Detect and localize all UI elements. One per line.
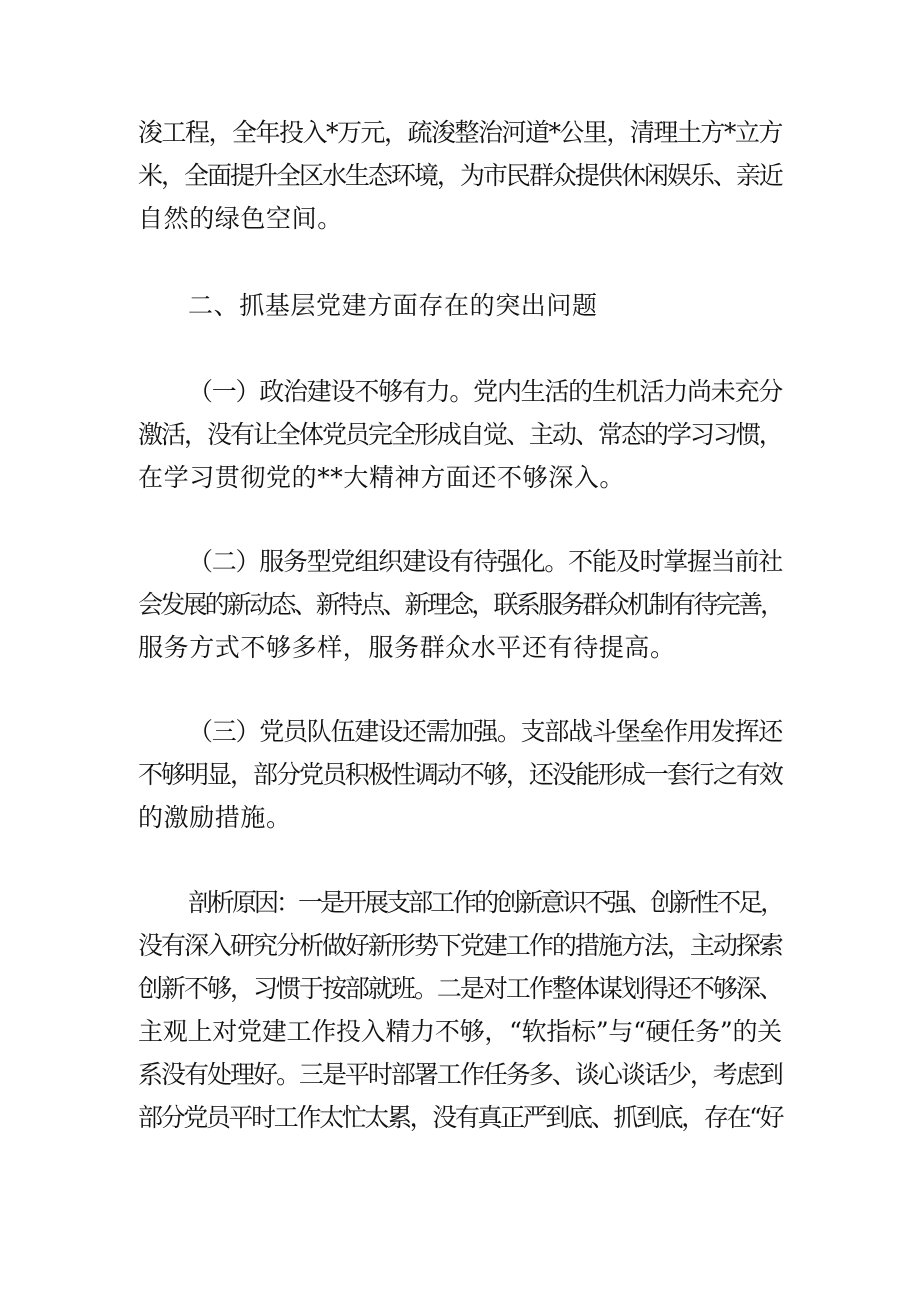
text-line: 主观上对党建工作投入精力不够，“软指标”与“硬任务”的关 <box>138 1017 782 1046</box>
text-line: 自然的绿色空间。 <box>138 204 343 233</box>
text-line: （三）党员队伍建设还需加强。支部战斗堡垒作用发挥还 <box>188 717 783 746</box>
text-line: （二）服务型党组织建设有待强化。不能及时掌握当前社 <box>188 547 783 576</box>
text-line: 创新不够，习惯于按部就班。二是对工作整体谋划得还不够深、 <box>138 974 782 1003</box>
text-line: 没有深入研究分析做好新形势下党建工作的措施方法，主动探索 <box>138 931 782 960</box>
text-line: 激活，没有让全体党员完全形成自觉、主动、常态的学习习惯， <box>138 420 782 449</box>
text-line: 系没有处理好。三是平时部署工作任务多、谈心谈话少，考虑到 <box>138 1060 782 1089</box>
text-line: 不够明显，部分党员积极性调动不够，还没能形成一套行之有效 <box>138 760 782 789</box>
text-line: 服务方式不够多样，服务群众水平还有待提高。 <box>138 633 676 662</box>
text-line: 米，全面提升全区水生态环境，为市民群众提供休闲娱乐、亲近 <box>138 161 782 190</box>
text-line: 的激励措施。 <box>138 803 292 832</box>
text-line: 部分党员平时工作太忙太累，没有真正严到底、抓到底，存在“好 <box>138 1103 783 1132</box>
text-line: 在学习贯彻党的**大精神方面还不够深入。 <box>138 463 626 492</box>
text-line: 浚工程，全年投入*万元，疏浚整治河道*公里，清理土方*立方 <box>138 118 782 147</box>
text-line: （一）政治建设不够有力。党内生活的生机活力尚未充分 <box>188 377 783 406</box>
heading-text: 二、抓基层党建方面存在的突出问题 <box>188 291 598 320</box>
text-line: 剖析原因：一是开展支部工作的创新意识不强、创新性不足， <box>188 888 783 917</box>
text-line: 会发展的新动态、新特点、新理念，联系服务群众机制有待完善， <box>138 590 783 619</box>
